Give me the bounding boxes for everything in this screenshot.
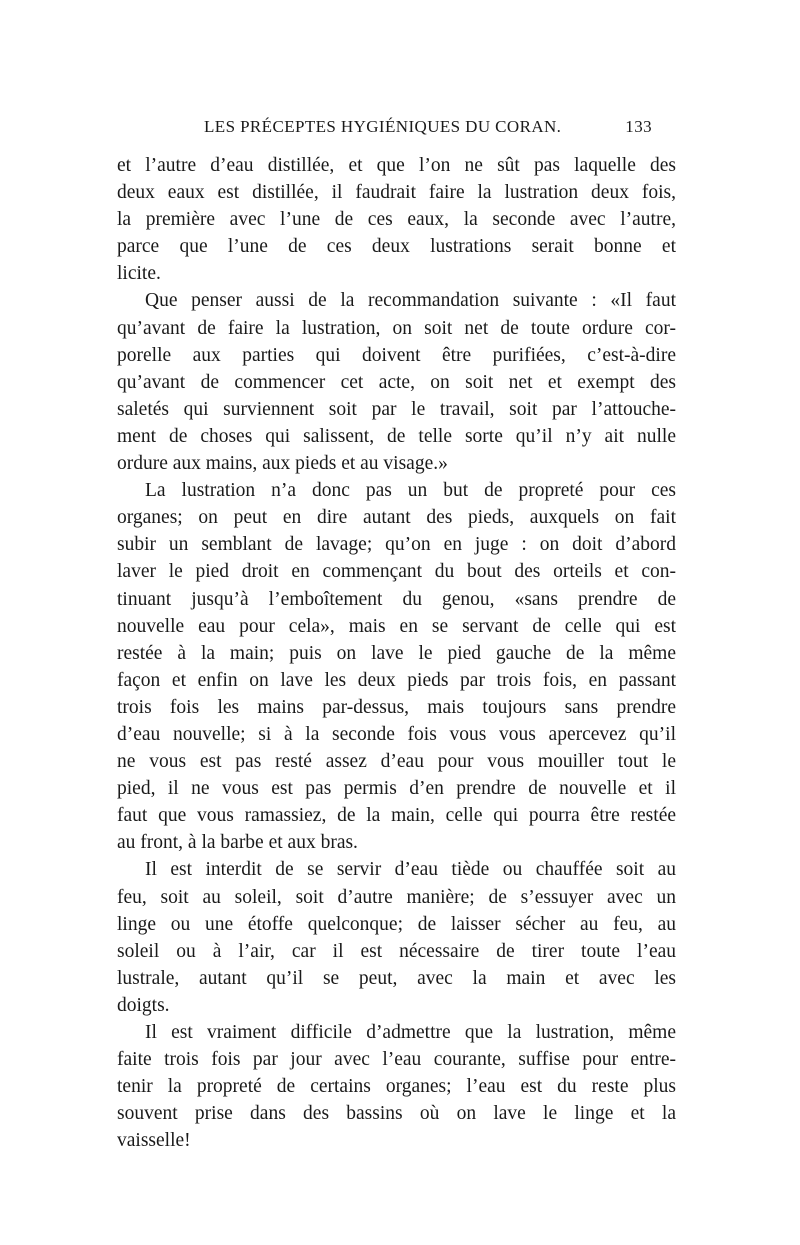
- text-line: vaisselle!: [117, 1130, 191, 1152]
- text-line: ment de choses qui salissent, de telle sorte qu’il n’y ait nulle: [117, 425, 676, 447]
- text-line: laver le pied droit en commençant du bout des orteils et con-: [117, 561, 676, 583]
- text-line: d’eau nouvelle; si à la seconde fois vous vous apercevez qu’il: [117, 723, 676, 745]
- running-head: [204, 117, 652, 141]
- text-line: qu’avant de commencer cet acte, on soit net et exempt des: [117, 371, 676, 393]
- body-text: [117, 152, 676, 1154]
- text-line: ordure aux mains, aux pieds et au visage.»: [117, 453, 448, 475]
- text-line: ne vous est pas resté assez d’eau pour vous mouiller tout le: [117, 751, 676, 773]
- text-line: porelle aux parties qui doivent être purifiées, c’est-à-dire: [117, 344, 676, 366]
- text-line: qu’avant de faire la lustration, on soit net de toute ordure cor-: [117, 317, 676, 339]
- text-line: Il est vraiment difficile d’admettre que la lustration, même: [145, 1022, 676, 1043]
- text-line: façon et enfin on lave les deux pieds par trois fois, en passant: [117, 669, 676, 691]
- text-line: pied, il ne vous est pas permis d’en prendre de nouvelle et il: [117, 778, 676, 800]
- text-line: La lustration n’a donc pas un but de propreté pour ces: [145, 480, 676, 502]
- text-line: nouvelle eau pour cela», mais en se servant de celle qui est: [117, 615, 676, 637]
- text-line: faut que vous ramassiez, de la main, celle qui pourra être restée: [117, 805, 676, 827]
- text-line: souvent prise dans des bassins où on lave le linge et la: [117, 1103, 676, 1125]
- text-line: subir un semblant de lavage; qu’on en juge : on doit d’abord: [117, 534, 676, 556]
- text-line: parce que l’une de ces deux lustrations serait bonne et: [117, 236, 676, 258]
- text-line: Que penser aussi de la recommandation suivante : «Il faut: [145, 290, 676, 312]
- running-title: LES PRÉCEPTES HYGIÉNIQUES DU CORAN.: [204, 117, 562, 136]
- text-line: restée à la main; puis on lave le pied gauche de la même: [117, 642, 676, 664]
- text-line: organes; on peut en dire autant des pieds, auxquels on fait: [117, 507, 676, 529]
- page-number: 133: [625, 117, 652, 136]
- text-line: deux eaux est distillée, il faudrait faire la lustration deux fois,: [117, 182, 676, 204]
- text-line: tenir la propreté de certains organes; l’eau est du reste plus: [117, 1076, 676, 1098]
- text-line: la première avec l’une de ces eaux, la seconde avec l’autre,: [117, 209, 676, 231]
- text-line: faite trois fois par jour avec l’eau courante, suffise pour entre-: [117, 1049, 676, 1071]
- text-line: doigts.: [117, 994, 170, 1016]
- text-line: tinuant jusqu’à l’emboîtement du genou, «sans prendre de: [117, 588, 676, 610]
- text-line: linge ou une étoffe quelconque; de laisser sécher au feu, au: [117, 913, 676, 935]
- text-line: et l’autre d’eau distillée, et que l’on ne sût pas laquelle des: [117, 155, 676, 176]
- text-line: trois fois les mains par-dessus, mais toujours sans prendre: [117, 696, 676, 718]
- text-line: lustrale, autant qu’il se peut, avec la main et avec les: [117, 967, 676, 989]
- text-line: soleil ou à l’air, car il est nécessaire de tirer toute l’eau: [117, 940, 676, 962]
- text-line: saletés qui surviennent soit par le travail, soit par l’attouche-: [117, 398, 676, 420]
- text-line: au front, à la barbe et aux bras.: [117, 832, 358, 854]
- text-line: feu, soit au soleil, soit d’autre manière; de s’essuyer avec un: [117, 886, 676, 908]
- text-line: licite.: [117, 263, 161, 285]
- text-line: Il est interdit de se servir d’eau tiède ou chauffée soit au: [145, 859, 676, 881]
